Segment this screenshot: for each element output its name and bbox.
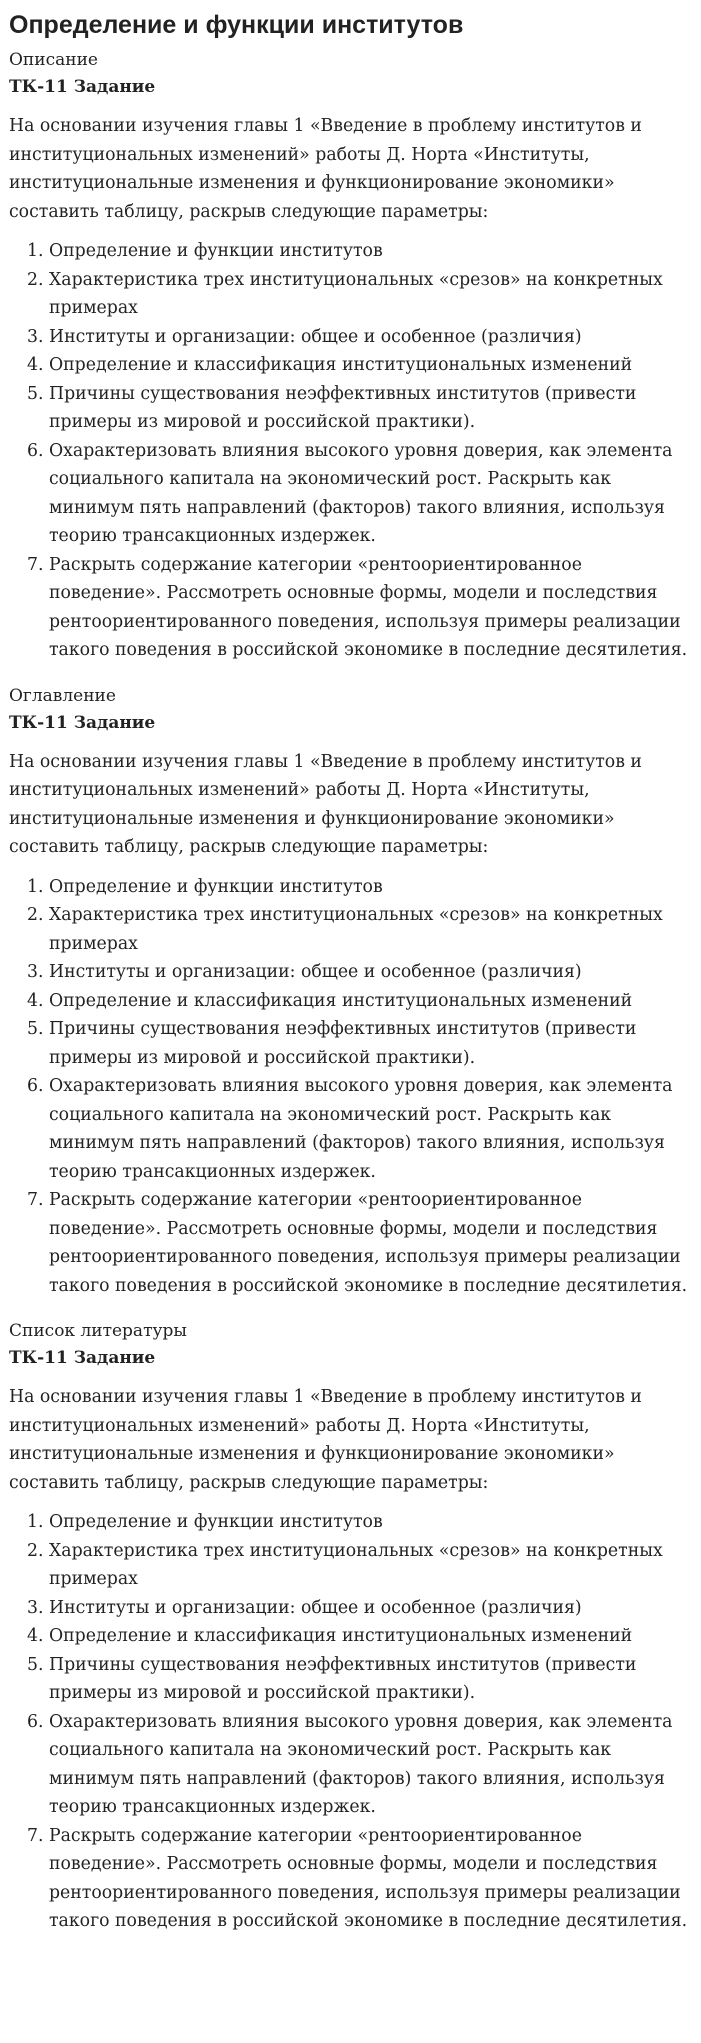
list-item: 7. Раскрыть содержание категории «рентоориентированное поведение». Рассмотреть основные формы, модели и последствия рентоориентированного поведения, используя примеры реализации такого поведения в российской экономике в последние десятилетия. bbox=[49, 1822, 692, 1936]
task-parameter-list bbox=[9, 237, 692, 665]
list-item: 7. Раскрыть содержание категории «рентоориентированное поведение». Рассмотреть основные формы, модели и последствия рентоориентированного поведения, используя примеры реализации такого поведения в российской экономике в последние десятилетия. bbox=[49, 1186, 692, 1300]
list-item: 5. Причины существования неэффективных институтов (привести примеры из мировой и российской практики). bbox=[49, 1015, 692, 1072]
task-label: ТК-11 Задание bbox=[9, 712, 156, 733]
list-item: 3. Институты и организации: общее и особенное (различия) bbox=[49, 1594, 692, 1623]
task-intro: На основании изучения главы 1 «Введение в проблему институтов и институциональных изменений» работы Д. Норта «Институты, институциональные изменения и функционирование экономики» составить таблицу, раскрыв следующие параметры: bbox=[9, 116, 642, 222]
task-parameter-list bbox=[9, 1508, 692, 1936]
list-item: 2. Характеристика трех институциональных «срезов» на конкретных примерах bbox=[49, 266, 692, 323]
task-intro: На основании изучения главы 1 «Введение в проблему институтов и институциональных изменений» работы Д. Норта «Институты, институциональные изменения и функционирование экономики» составить таблицу, раскрыв следующие параметры: bbox=[9, 1387, 642, 1493]
list-item: 1. Определение и функции институтов bbox=[49, 873, 692, 902]
list-item: 6. Охарактеризовать влияния высокого уровня доверия, как элемента социального капитала на экономический рост. Раскрыть как минимум пять направлений (факторов) такого влияния, используя теорию трансакционных издержек. bbox=[49, 1708, 692, 1822]
task-label: ТК-11 Задание bbox=[9, 77, 156, 97]
task-parameter-list bbox=[9, 873, 692, 1301]
section-bibliography bbox=[9, 1320, 692, 1936]
section-heading: Описание bbox=[9, 50, 98, 70]
list-item: 4. Определение и классификация институциональных изменений bbox=[49, 351, 692, 380]
list-item: 4. Определение и классификация институциональных изменений bbox=[49, 987, 692, 1016]
list-item: 7. Раскрыть содержание категории «рентоориентированное поведение». Рассмотреть основные формы, модели и последствия рентоориентированного поведения, используя примеры реализации такого поведения в российской экономике в последние десятилетия. bbox=[49, 551, 692, 665]
list-item: 1. Определение и функции институтов bbox=[49, 237, 692, 266]
list-item: 6. Охарактеризовать влияния высокого уровня доверия, как элемента социального капитала на экономический рост. Раскрыть как минимум пять направлений (факторов) такого влияния, используя теорию трансакционных издержек. bbox=[49, 1072, 692, 1186]
list-item: 2. Характеристика трех институциональных «срезов» на конкретных примерах bbox=[49, 1537, 692, 1594]
list-item: 5. Причины существования неэффективных институтов (привести примеры из мировой и российской практики). bbox=[49, 380, 692, 437]
section-description bbox=[9, 49, 692, 665]
section-heading: Список литературы bbox=[9, 1321, 187, 1341]
page-title: Определение и функции институтов bbox=[9, 11, 464, 39]
list-item: 6. Охарактеризовать влияния высокого уровня доверия, как элемента социального капитала на экономический рост. Раскрыть как минимум пять направлений (факторов) такого влияния, используя теорию трансакционных издержек. bbox=[49, 437, 692, 551]
task-intro: На основании изучения главы 1 «Введение в проблему институтов и институциональных изменений» работы Д. Норта «Институты, институциональные изменения и функционирование экономики» составить таблицу, раскрыв следующие параметры: bbox=[9, 751, 642, 857]
list-item: 3. Институты и организации: общее и особенное (различия) bbox=[49, 323, 692, 352]
list-item: 5. Причины существования неэффективных институтов (привести примеры из мировой и российской практики). bbox=[49, 1651, 692, 1708]
task-label: ТК-11 Задание bbox=[9, 1348, 156, 1368]
list-item: 1. Определение и функции институтов bbox=[49, 1508, 692, 1537]
list-item: 2. Характеристика трех институциональных «срезов» на конкретных примерах bbox=[49, 901, 692, 958]
section-table-of-contents bbox=[9, 685, 692, 1301]
list-item: 4. Определение и классификация институциональных изменений bbox=[49, 1622, 692, 1651]
list-item: 3. Институты и организации: общее и особенное (различия) bbox=[49, 958, 692, 987]
section-heading: Оглавление bbox=[9, 685, 116, 706]
